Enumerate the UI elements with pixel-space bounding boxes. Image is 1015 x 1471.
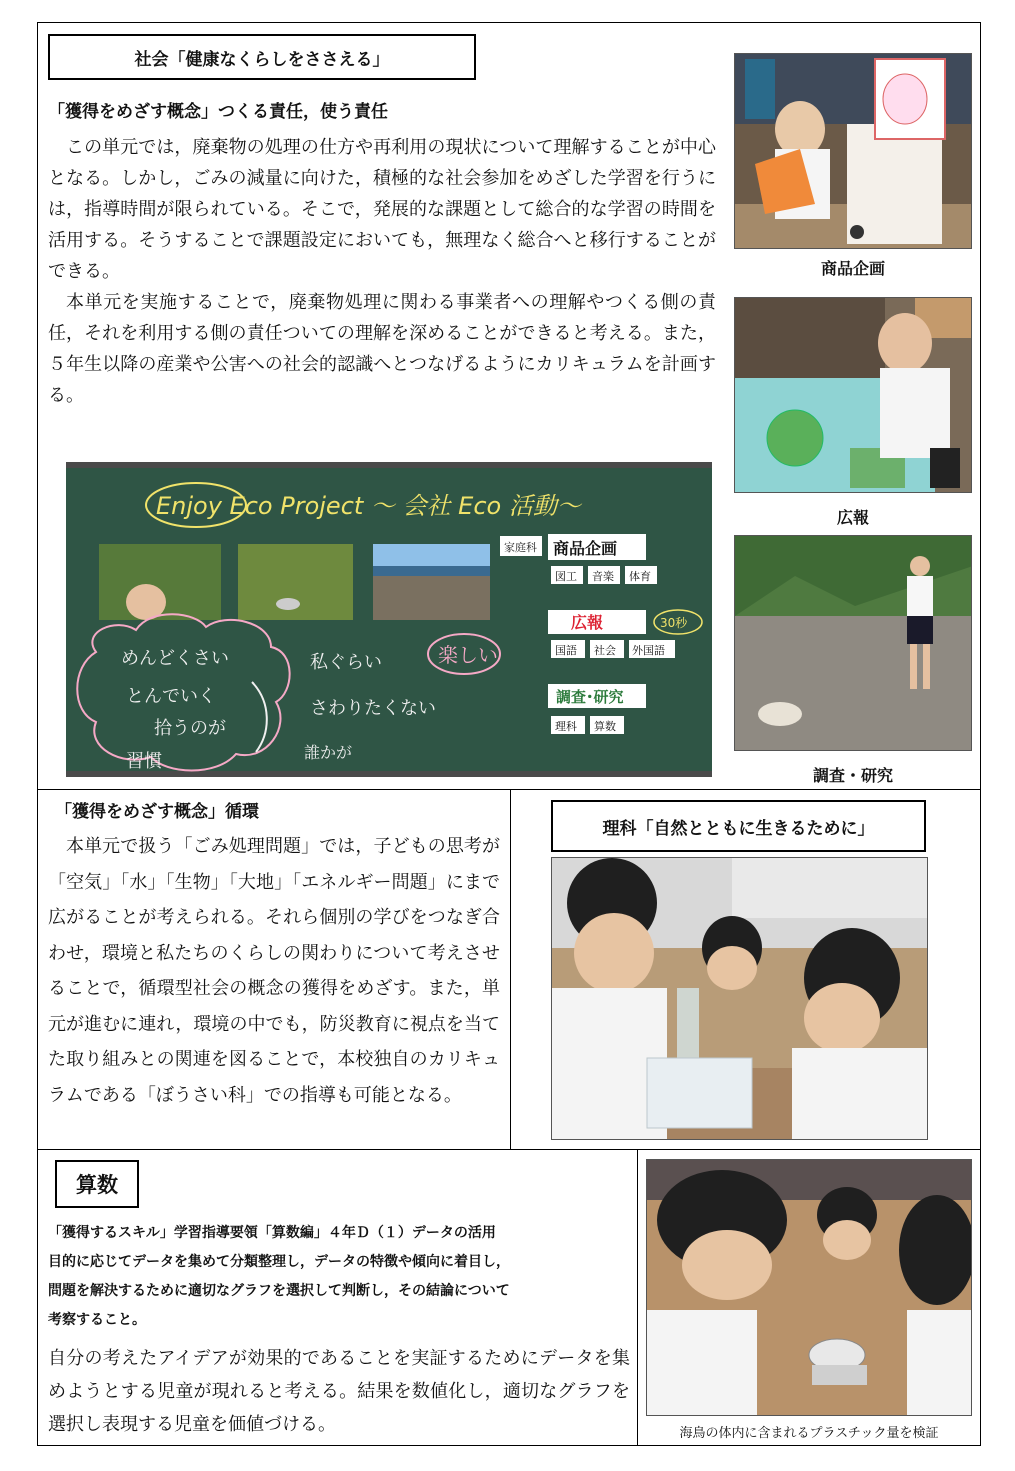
divider-social-bottom [37,789,981,790]
caption-investigation: 調査・研究 [812,766,893,785]
cycle-body [48,829,500,1113]
social-paragraph-1: この単元では，廃棄物の処理の仕方や再利用の現状について理解することが中心となる。しかし，ごみの減量に向けた，積極的な社会参加をめざした学習を行うには，指導時間が限られている。そこで，発展的な課題として総合的な学習の時間を活用する。そうすることで課題設定においても，無理なく総合へと移行することができる。 [48,137,716,282]
cycle-paragraph: 本単元で扱う「ごみ処理問題」では，子どもの思考が「空気」「水」「生物」「大地」「エネルギー問題」にまで広がることが考えられる。それら個別の学びをつなぎ合わせ，環境と私たちのくらしの関わりについて考えさせることで，循環型社会の概念の獲得をめざす。また，単元が進むに連れ，環境の中でも，防災教育に視点を当てた取り組みとの関連を図ることで，本校独自のカリキュラムである「ぼうさい科」での指導も可能となる。 [48,836,500,1106]
math-skill-line-2: 目的に応じてデータを集めて分類整理し，データの特徴や傾向に着目し， [48,1254,510,1270]
note-fun: 楽しい [438,643,498,667]
cloud-line-1: めんどくさい [121,648,229,669]
cloud-line-3: 拾うのが [154,718,226,739]
cloud-line-2: とんでいく [126,686,216,707]
math-body [48,1342,630,1441]
divider-science-bottom [37,1149,981,1150]
cloud-line-4: 習慣 [126,751,162,772]
science-title: 理科「自然とともに生きるために」 [551,800,926,852]
divider-cycle-science [510,789,511,1149]
photo-public-relations [734,297,972,493]
subject-foreign: 外国語 [632,644,665,657]
subject-pe: 体育 [629,570,651,583]
social-title: 社会「健康なくらしをささえる」 [48,34,476,80]
card-public-relations: 広報 [571,613,604,632]
note-someone: 誰かが [304,743,353,762]
subject-art: 図工 [555,570,577,583]
social-paragraph-2: 本単元を実施することで，廃棄物処理に関わる事業者への理解やつくる側の責任，それを利用する側の責任ついての理解を深めることができると考える。また，５年生以降の産業や公害への社会的認識へとつなげるようにカリキュラムを計画する。 [48,292,716,406]
subject-social: 社会 [594,644,616,657]
blackboard-photo [66,462,712,777]
math-skill-line-1: 「獲得するスキル」学習指導要領「算数編」４年Ｄ（１）データの活用 [48,1225,496,1241]
math-title: 算数 [55,1160,139,1208]
caption-seabird-plastic: 海鳥の体内に含まれるプラスチック量を検証 [679,1426,939,1441]
subject-japanese: 国語 [555,644,577,657]
math-paragraph: 自分の考えたアイデアが効果的であることを実証するためにデータを集めようとする児童が現れると考える。結果を数値化し，適切なグラフを選択し表現する児童を価値づける。 [48,1348,630,1435]
pr-note: 30秒 [660,616,688,630]
divider-math-photo [637,1149,638,1446]
subject-math: 算数 [594,720,616,733]
cycle-heading: 「獲得をめざす概念」循環 [55,802,259,822]
social-body [48,132,716,411]
note-dont-touch: さわりたくない [310,698,436,719]
photo-seabird-plastic [646,1159,972,1416]
subject-music: 音楽 [592,570,614,583]
note-me: 私ぐらい [310,652,382,673]
caption-product-planning: 商品企画 [820,259,885,278]
card-research: 調査･研究 [556,688,624,706]
social-concept-heading: 「獲得をめざす概念」つくる責任，使う責任 [48,102,388,122]
tag-home-economics: 家庭科 [504,541,537,554]
math-skill-block [48,1219,633,1335]
photo-product-planning [734,53,972,249]
photo-investigation [734,535,972,751]
photo-science-experiment [551,857,928,1140]
math-skill-line-4: 考察すること。 [48,1312,146,1328]
math-skill-line-3: 問題を解決するために適切なグラフを選択して判断し，その結論について [48,1283,510,1299]
subject-science: 理科 [555,720,577,733]
card-product-planning: 商品企画 [553,539,618,558]
caption-public-relations: 広報 [836,508,869,527]
blackboard-title: Enjoy Eco Project ～ 会社 Eco 活動～ [156,492,581,520]
